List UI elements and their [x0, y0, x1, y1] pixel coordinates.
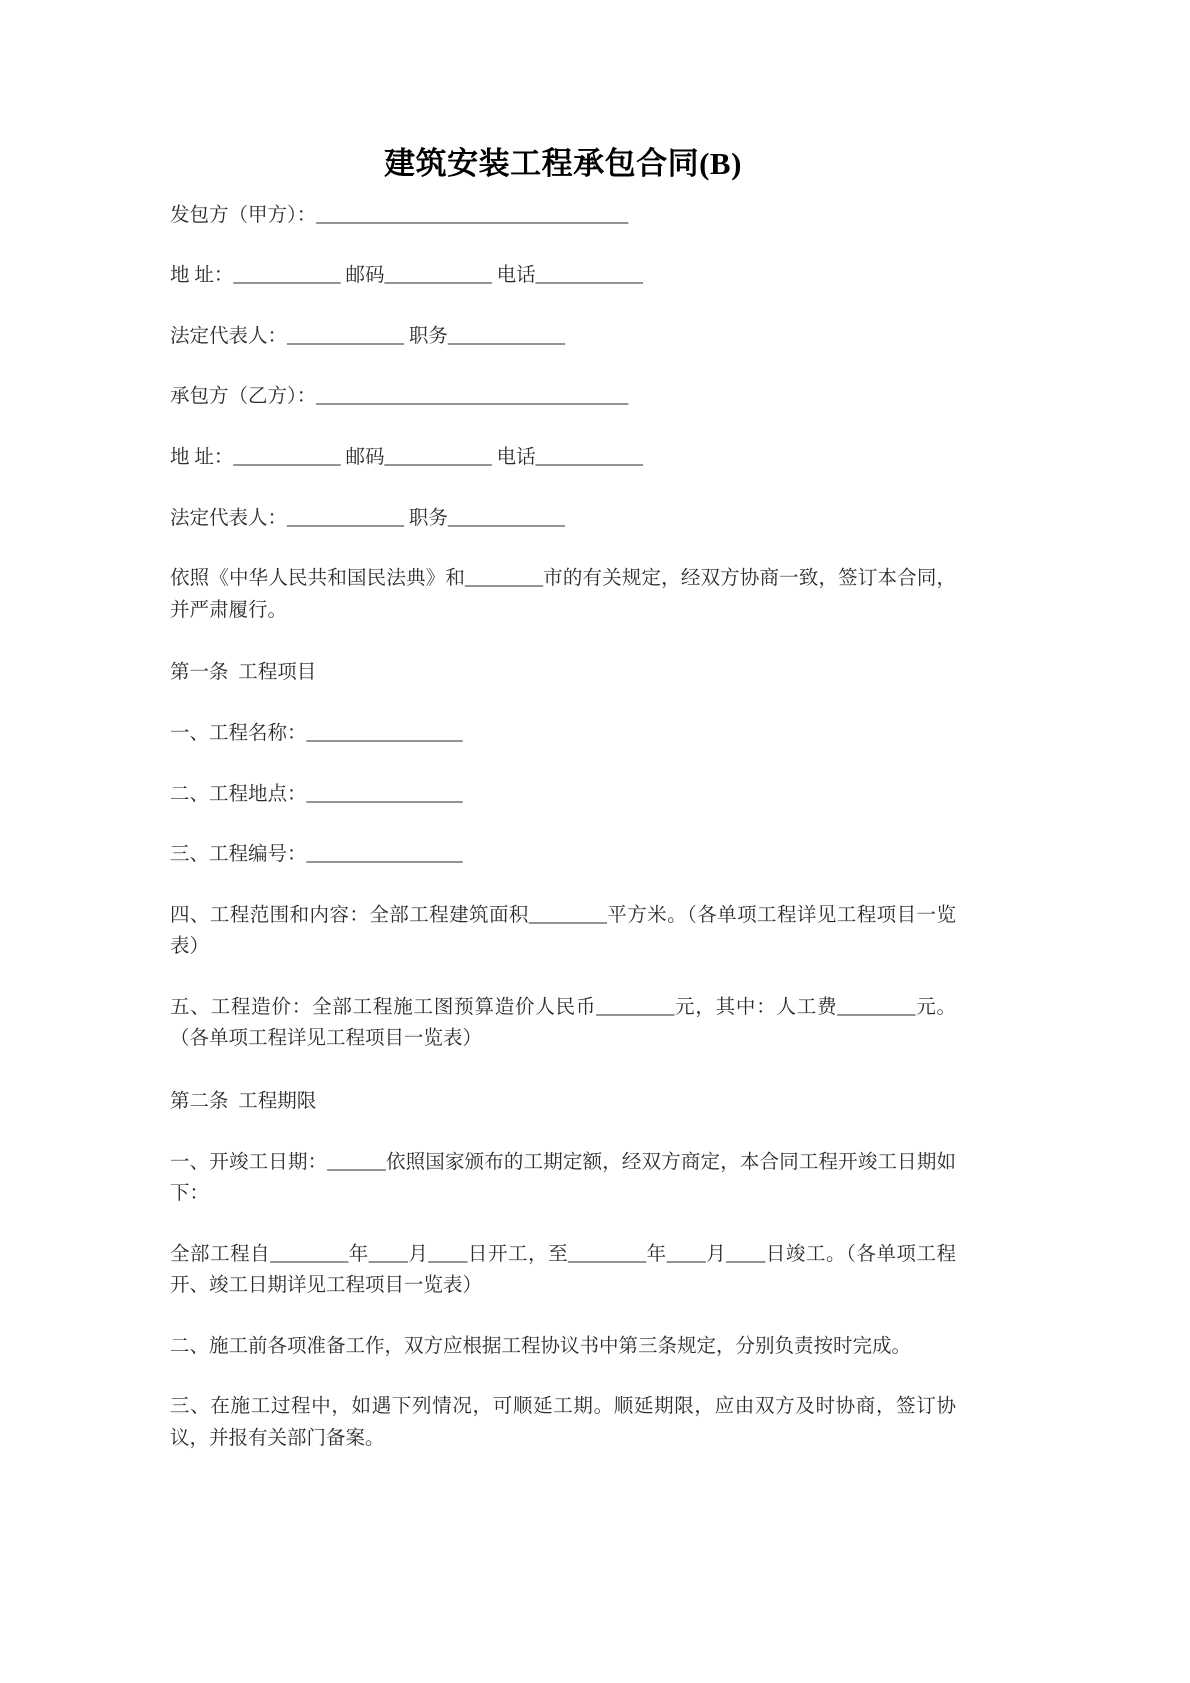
spacer	[170, 871, 956, 900]
spacer	[170, 963, 956, 992]
spacer	[170, 1362, 956, 1391]
party-a-address-line: 地 址：___________ 邮码___________ 电话___________	[170, 265, 643, 287]
spacer	[170, 1118, 956, 1147]
spacer	[170, 413, 956, 442]
page-title: 建筑安装工程承包合同(B)	[384, 146, 742, 181]
article-2-item-1: 一、开竣工日期：______依照国家颁布的工期定额，经双方商定，本合同工程开竣工日期如下：	[170, 1151, 956, 1205]
spacer	[170, 689, 956, 718]
article-1-heading: 第一条 工程项目	[170, 662, 317, 684]
article-2-construction-dates-line: 全部工程自________年____月____日开工，至________年____月____日竣工。（各单项工程开、竣工日期详见工程项目一览表）	[170, 1243, 956, 1297]
article-2-item-3: 三、在施工过程中，如遇下列情况，可顺延工期。顺延期限，应由双方及时协商，签订协议，并报有关部门备案。	[170, 1396, 956, 1450]
spacer	[170, 810, 956, 839]
party-b-representative-line: 法定代表人：____________ 职务____________	[170, 507, 565, 529]
document-body	[170, 0, 956, 1455]
party-a-representative-line: 法定代表人：____________ 职务____________	[170, 325, 565, 347]
spacer	[170, 534, 956, 563]
article-1-item-5: 五、工程造价：全部工程施工图预算造价人民币________元，其中：人工费________元。（各单项工程详见工程项目一览表）	[170, 996, 956, 1050]
spacer	[170, 1210, 956, 1239]
article-1-item-2: 二、工程地点：________________	[170, 783, 463, 805]
spacer	[170, 626, 956, 657]
article-1-item-4: 四、工程范围和内容：全部工程建筑面积________平方米。（各单项工程详见工程项目一览表）	[170, 904, 956, 958]
party-b-name-line: 承包方（乙方）：________________________________	[170, 386, 629, 408]
spacer	[170, 352, 956, 381]
article-2-item-2: 二、施工前各项准备工作，双方应根据工程协议书中第三条规定，分别负责按时完成。	[170, 1335, 912, 1357]
party-b-address-line: 地 址：___________ 邮码___________ 电话___________	[170, 447, 643, 469]
article-1-item-1: 一、工程名称：________________	[170, 722, 463, 744]
spacer	[170, 750, 956, 779]
spacer	[170, 1055, 956, 1086]
spacer	[170, 231, 956, 260]
spacer	[170, 1302, 956, 1331]
article-1-item-3: 三、工程编号：________________	[170, 844, 463, 866]
preamble-paragraph: 依照《中华人民共和国民法典》和________市的有关规定，经双方协商一致，签订本合同，并严肃履行。	[170, 568, 956, 621]
spacer	[170, 474, 956, 503]
spacer	[170, 292, 956, 321]
spacer	[170, 184, 956, 200]
article-2-heading: 第二条 工程期限	[170, 1091, 317, 1112]
party-a-name-line: 发包方（甲方）：________________________________	[170, 204, 629, 226]
